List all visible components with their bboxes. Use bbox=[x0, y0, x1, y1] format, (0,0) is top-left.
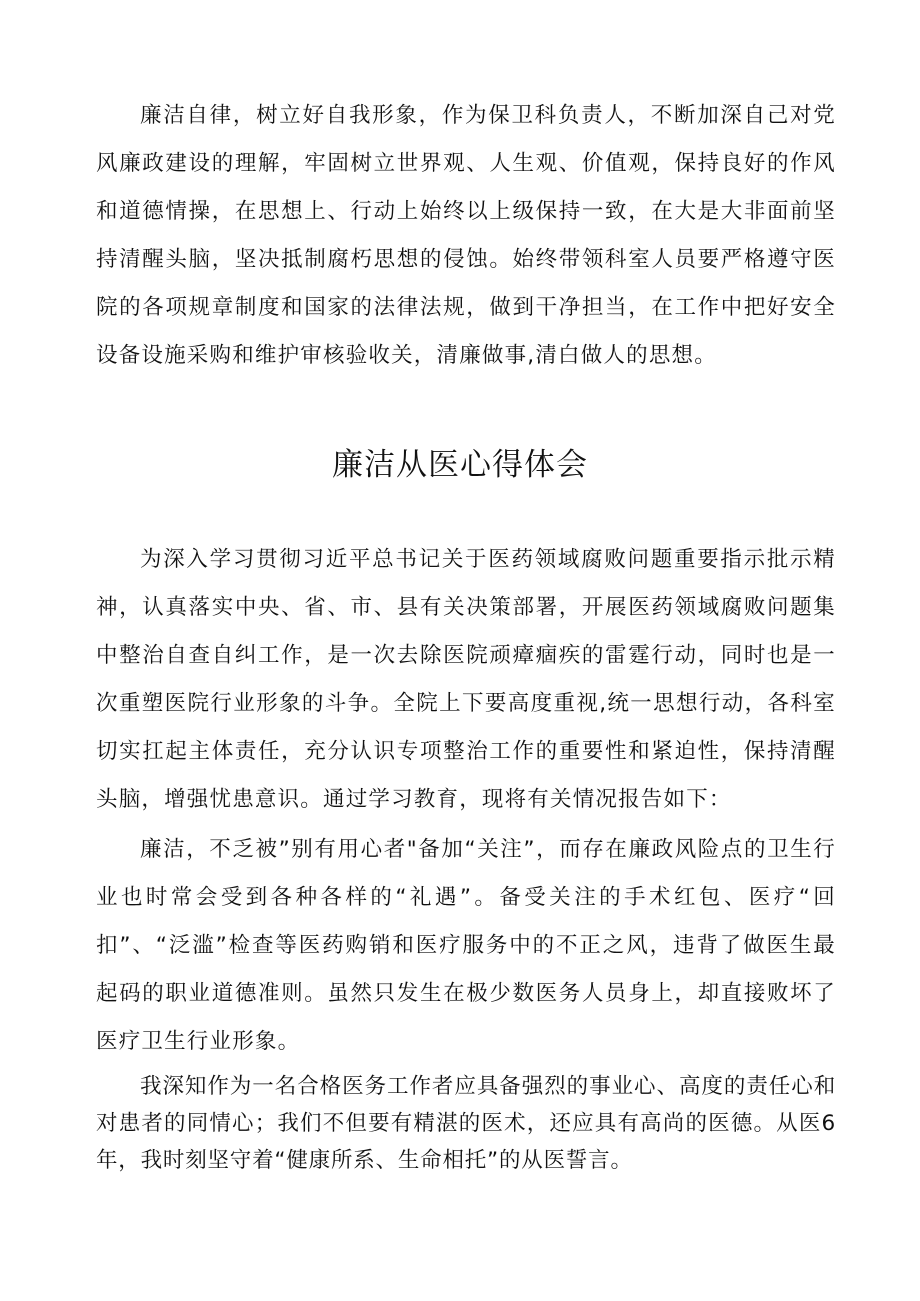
page-title: 廉洁从医心得体会 bbox=[332, 447, 588, 483]
paragraph-integrity-concerns: 廉洁，不乏被”别有用心者"备加“关注”，而存在廉政风险点的卫生行业也时常会受到各种各样的“礼遇”。备受关注的手术红包、医疗“回扣”、“泛滥”检查等医药购销和医疗服务中的不正之风，违背了做医生最起码的职业道德准则。虽然只发生在极少数医务人员身上，却直接败坏了医疗卫生行业形象。 bbox=[96, 837, 836, 1054]
paragraph-study-rectification: 为深入学习贯彻习近平总书记关于医药领域腐败问题重要指示批示精神，认真落实中央、省、市、县有关决策部署，开展医药领域腐败问题集中整治自查自纠工作，是一次去除医院顽瘴痼疾的雷霆行动，同时也是一次重塑医院行业形象的斗争。全院上下要高度重视,统一思想行动，各科室切实扛起主体责任，充分认识专项整治工作的重要性和紧迫性，保持清醒头脑，增强忧患意识。通过学习教育，现将有关情况报告如下： bbox=[96, 547, 836, 812]
paragraph-self-discipline: 廉洁自律，树立好自我形象，作为保卫科负责人，不断加深自己对党风廉政建设的理解，牢固树立世界观、人生观、价值观，保持良好的作风和道德情操，在思想上、行动上始终以上级保持一致，在大是大非面前坚持清醒头脑，坚决抵制腐朽思想的侵蚀。始终带领科室人员要严格遵守医院的各项规章制度和国家的法律法规，做到干净担当，在工作中把好安全设备设施采购和维护审核验收关，清廉做事,清白做人的思想。 bbox=[96, 103, 836, 368]
paragraph-personal-commitment: 我深知作为一名合格医务工作者应具备强烈的事业心、高度的责任心和对患者的同情心；我们不但要有精湛的医术，还应具有高尚的医德。从医6年，我时刻坚守着“健康所系、生命相托”的从医誓言。 bbox=[96, 1074, 836, 1173]
